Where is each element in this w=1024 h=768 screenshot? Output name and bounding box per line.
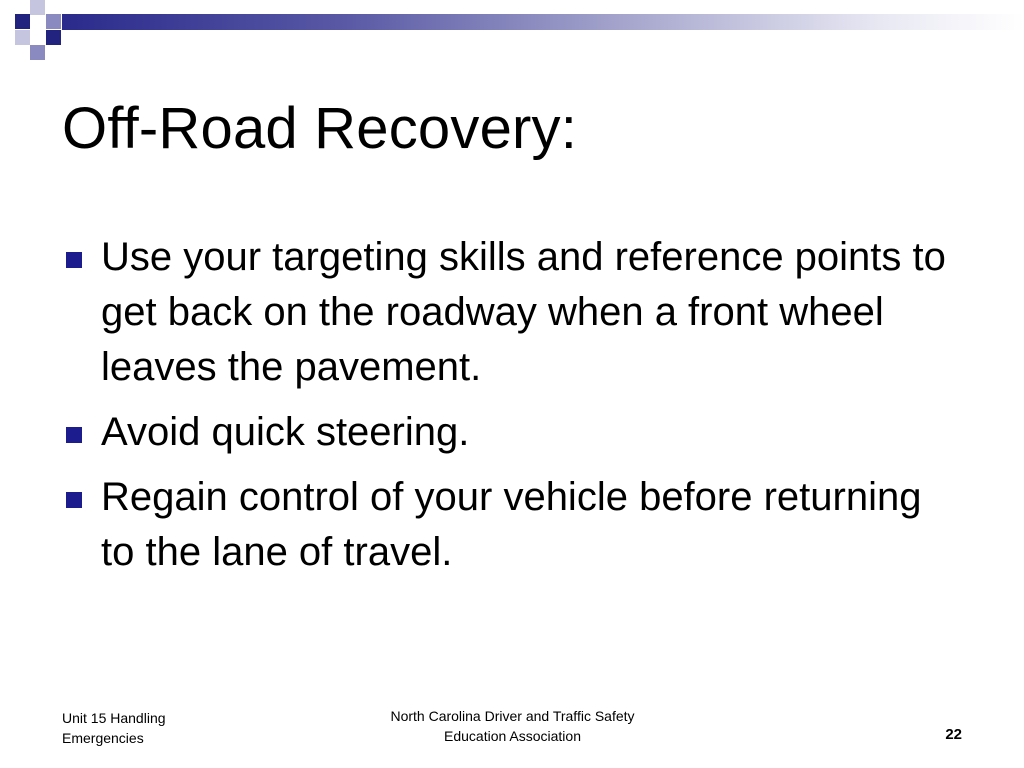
footer-unit-line: Unit 15 Handling	[62, 710, 166, 726]
bullet-list	[62, 230, 962, 590]
bullet-item	[62, 405, 962, 460]
footer-organization	[340, 706, 685, 746]
bullet-text: Avoid quick steering.	[101, 410, 470, 454]
footer-organization-line: Education Association	[444, 728, 581, 744]
header-decoration-square	[30, 45, 45, 60]
bullet-text: Regain control of your vehicle before returning to the lane of travel.	[101, 475, 922, 574]
bullet-item	[62, 230, 962, 395]
slide-page-number: 22	[945, 726, 962, 743]
square-bullet-icon	[66, 252, 82, 268]
footer-organization-line: North Carolina Driver and Traffic Safety	[390, 708, 635, 724]
bullet-text: Use your targeting skills and reference points to get back on the roadway when a front wheel leaves the pavement.	[101, 235, 946, 389]
header-decoration-square	[30, 0, 45, 15]
square-bullet-icon	[66, 492, 82, 508]
bullet-item	[62, 470, 962, 580]
header-decoration-square	[46, 30, 61, 45]
slide-title: Off-Road Recovery:	[62, 96, 578, 161]
header-decoration-square	[15, 14, 30, 29]
header-decoration-square	[15, 30, 30, 45]
square-bullet-icon	[66, 427, 82, 443]
header-gradient-bar	[62, 14, 1024, 30]
header-decoration-square	[46, 14, 61, 29]
footer-unit-label	[62, 708, 242, 748]
footer-unit-line: Emergencies	[62, 730, 144, 746]
